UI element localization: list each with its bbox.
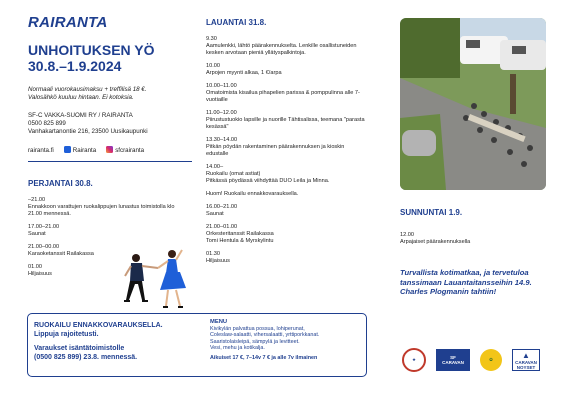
- menu-prices: Aikuiset 17 €, 7–14v 7 € ja alle 7v ilmainen: [210, 354, 318, 361]
- intro-line-2: Valosähkö kuuluu hintaan. Ei kotoksia.: [28, 94, 134, 101]
- schedule-item: [206, 110, 366, 131]
- facebook-label: Rairanta: [72, 147, 97, 154]
- menu-title: MENU: [210, 319, 228, 325]
- facebook-icon: [64, 146, 71, 153]
- item-text: Karaoketanssit Railakassa: [28, 251, 94, 257]
- item-time: 9.30: [206, 36, 217, 42]
- menu-line: Saaristolaisleipä, sämpylä ja levitteet.: [210, 338, 300, 345]
- round-logo: ✿: [480, 349, 502, 371]
- sfc-caravan-logo: [436, 349, 470, 371]
- reservation-line-1: RUOKAILU ENNAKKOVARAUKSELLA.: [34, 322, 163, 329]
- social-links: [28, 146, 144, 154]
- schedule-item: [206, 63, 366, 77]
- item-time: 13.30–14.00: [206, 137, 238, 143]
- reservation-line-2: Lippuja rajoitetusti.: [34, 330, 99, 338]
- reservation-line-3: Varaukset isäntätoimistolle: [34, 345, 125, 352]
- reservation-info: [34, 322, 194, 362]
- caravan-label: CARAVAN: [515, 359, 537, 365]
- emblem-logo: ★: [402, 348, 426, 372]
- event-title: UNHOITUKSEN YÖ: [28, 42, 155, 58]
- item-text: Hiljaisuus: [28, 271, 52, 277]
- item-text: Aamulenkki, lähtö päärakennukselta. Lenkille osallistuneiden kesken arvotaan pieniä yllätyspalkintoja.: [206, 43, 357, 56]
- item-time: 21.00–01.00: [206, 224, 238, 230]
- item-text: Pitkän pöydän rakentaminen päärakennuksen ja kioskin edustalle: [206, 144, 345, 157]
- schedule-item: [400, 232, 550, 246]
- item-time: 10.00: [206, 63, 220, 69]
- item-time: 01.30: [206, 251, 220, 257]
- reservation-line-4: (0500 825 899) 23.8. mennessä.: [34, 353, 138, 361]
- event-dates: 30.8.–1.9.2024: [28, 58, 122, 74]
- item-time: 21.00–00.00: [28, 244, 60, 250]
- sunday-schedule: [400, 232, 550, 252]
- schedule-item: [206, 204, 366, 218]
- item-text: Saunat: [206, 211, 224, 217]
- rairanta-logo: RAIRANTA: [28, 14, 108, 31]
- item-text: Ennakkoon varattujen ruokalippujen lunastus toimistolla klo 21.00 mennessä.: [28, 204, 175, 217]
- item-extra: Tomi Hentula & Myrskylintu: [206, 238, 274, 244]
- website-link[interactable]: rairanta.fi: [28, 146, 54, 154]
- campsite-photo: [400, 18, 546, 190]
- item-time: 12.00: [400, 232, 414, 238]
- item-text: Huom! Ruokailu ennakkovarauksella.: [206, 191, 299, 197]
- sfc-text: SF: [450, 355, 456, 360]
- dancers-illustration: [120, 248, 192, 312]
- saturday-schedule: [206, 36, 366, 271]
- caravan-noyset-logo: [512, 349, 540, 371]
- item-text: Orkesteritanssit Railakassa: [206, 231, 274, 237]
- schedule-item: [28, 197, 178, 218]
- item-extra: Pitkässä pöydässä viihdyttää DUO Leila ja Minna.: [206, 178, 330, 184]
- organizer-address: Vanhakartanontie 216, 23500 Uusikaupunki: [28, 128, 148, 135]
- instagram-icon: [106, 146, 113, 153]
- item-text: Saunat: [28, 231, 46, 237]
- schedule-item: [206, 137, 366, 158]
- intro-text: [28, 86, 188, 102]
- menu: [210, 319, 365, 362]
- caravan-sub: NOYSET: [516, 364, 536, 370]
- schedule-item: [206, 83, 366, 104]
- item-text: Arpajaiset päärakennuksella: [400, 239, 471, 245]
- organizer-phone: 0500 825 899: [28, 120, 66, 127]
- item-time: 17.00–21.00: [28, 224, 60, 230]
- instagram-link[interactable]: [106, 146, 144, 154]
- item-time: 16.00–21.00: [206, 204, 238, 210]
- sunday-heading: SUNNUNTAI 1.9.: [400, 208, 463, 217]
- item-text: Ruokailu (omat astiat): [206, 171, 261, 177]
- partner-logos: [402, 348, 540, 372]
- schedule-item: [206, 224, 366, 245]
- tent-icon: ▲: [522, 350, 530, 360]
- menu-line: Vesi, mehu ja kotikalja.: [210, 345, 265, 352]
- sfc-caravan-text: CARAVAN: [442, 360, 464, 365]
- schedule-item: [206, 191, 366, 198]
- item-time: –21.00: [28, 197, 46, 203]
- food-reservation-box: [27, 313, 367, 377]
- item-time: 11.00–12.00: [206, 110, 237, 116]
- schedule-item: [206, 164, 366, 185]
- item-time: 10.00–11.00: [206, 83, 237, 89]
- item-text: Arpojen myynti alkaa, 1 €/arpa: [206, 70, 282, 76]
- schedule-item: [206, 36, 366, 57]
- menu-line: Coleslaw-salaatti, vihersalaatti, yrttiporkkanat.: [210, 332, 320, 339]
- closing-message: Turvallista kotimatkaa, ja tervetuloa tanssimaan Lauantaitansseihin 14.9. Charles Plogmanin tahtiin!: [400, 268, 532, 296]
- schedule-item: [206, 251, 366, 265]
- schedule-item: [28, 224, 178, 238]
- friday-heading: PERJANTAI 30.8.: [28, 179, 93, 188]
- instagram-label: sfcrairanta: [115, 147, 145, 154]
- item-text: Hiljaisuus: [206, 258, 230, 264]
- organizer-info: [28, 112, 148, 136]
- facebook-link[interactable]: [64, 146, 96, 154]
- item-text: Piirustustuokio lapsille ja nuorille Tähtisalissa, teemana "parasta kesässä": [206, 117, 365, 130]
- item-time: 01.00: [28, 264, 42, 270]
- menu-line: Kivikylän palvattua possua, lohiperunat,: [210, 325, 305, 332]
- item-text: Omatoimista kisailua pihapelien parissa & pomppulinna alle 7-vuotiaille: [206, 90, 360, 103]
- divider: [28, 161, 192, 162]
- item-time: 14.00–: [206, 164, 224, 170]
- saturday-heading: LAUANTAI 31.8.: [206, 18, 267, 27]
- organizer-name: SF-C VAKKA-SUOMI RY / RAIRANTA: [28, 112, 133, 119]
- intro-line-1: Normaali vuorokausimaksu + treffilisä 18 €.: [28, 86, 147, 93]
